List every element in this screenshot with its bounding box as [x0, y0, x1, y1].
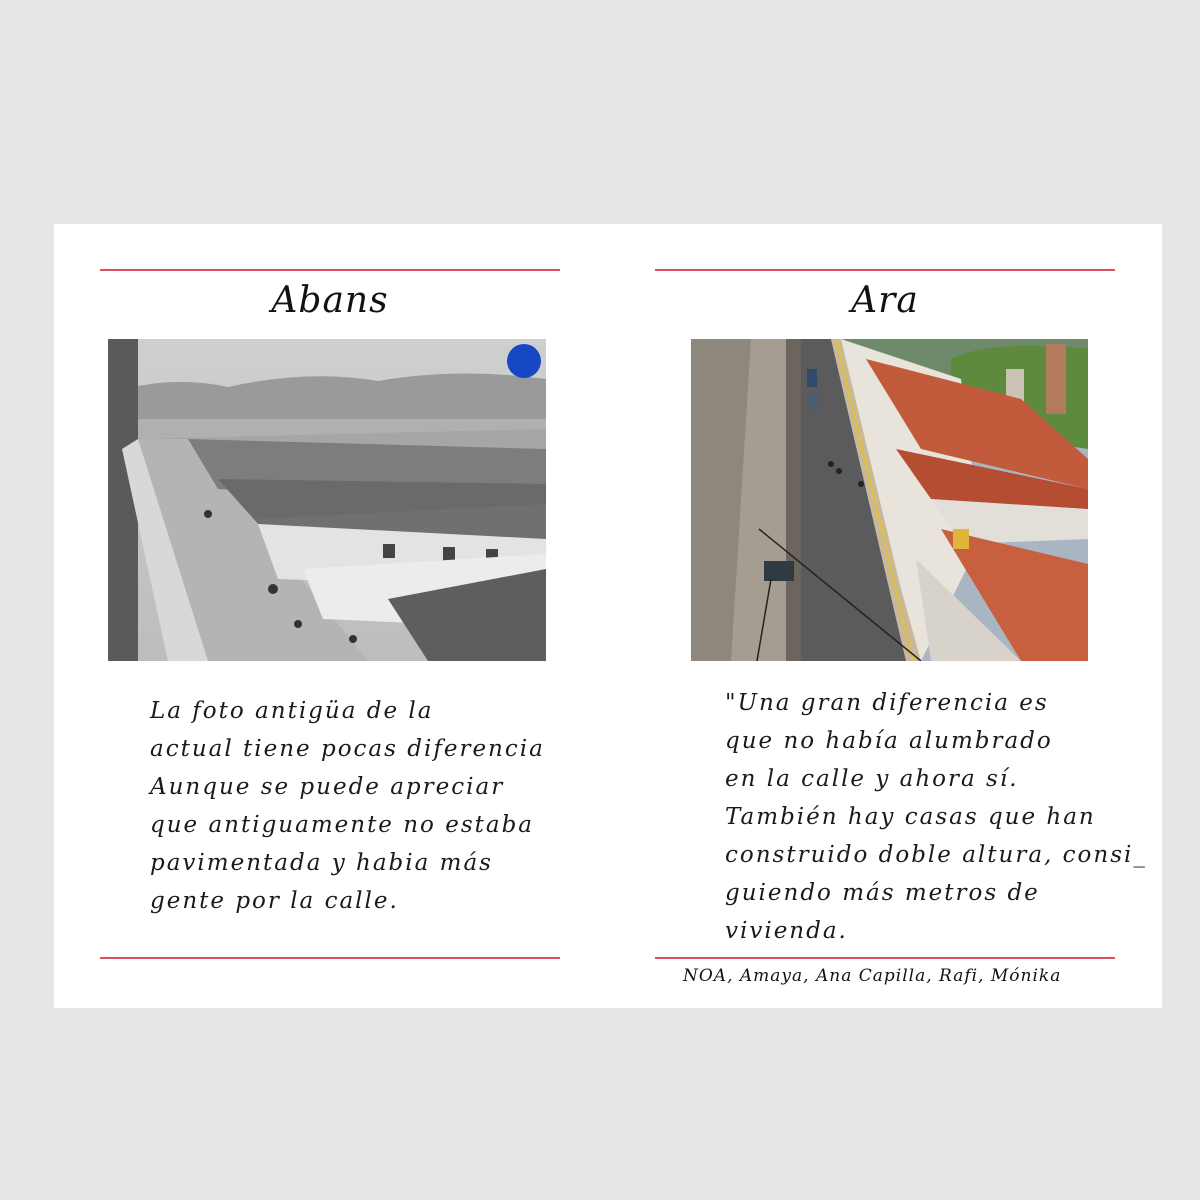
note-line: actual tiene pocas diferencia [150, 736, 545, 762]
after-photo [691, 339, 1088, 661]
before-heading: Abans [271, 280, 389, 321]
note-line: La foto antigüa de la [150, 698, 434, 724]
note-line: que no había alumbrado [725, 728, 1053, 754]
note-line: pavimentada y habia más [150, 850, 493, 876]
blue-dot-sticker-icon [507, 344, 541, 378]
note-line: guiendo más metros de [725, 880, 1040, 906]
note-line: que antiguamente no estaba [150, 812, 535, 838]
authors-signature: NOA, Amaya, Ana Capilla, Rafi, Mónika [683, 966, 1062, 986]
bottom-divider [100, 957, 560, 959]
top-divider [655, 269, 1115, 271]
before-note [150, 692, 550, 920]
after-panel [655, 224, 1147, 1008]
note-line: gente por la calle. [150, 888, 399, 914]
note-line: Aunque se puede apreciar [150, 774, 505, 800]
note-line: en la calle y ahora sí. [725, 766, 1019, 792]
worksheet-page [54, 224, 1162, 1008]
after-note [725, 684, 1147, 950]
before-photo [108, 339, 546, 661]
after-heading: Ara [851, 280, 919, 321]
top-divider [100, 269, 560, 271]
note-line: construido doble altura, consi_ [725, 842, 1147, 868]
note-line: vivienda. [725, 918, 848, 944]
note-line: También hay casas que han [725, 804, 1096, 830]
bottom-divider [655, 957, 1115, 959]
before-panel [100, 224, 560, 1008]
note-line: "Una gran diferencia es [725, 690, 1049, 716]
